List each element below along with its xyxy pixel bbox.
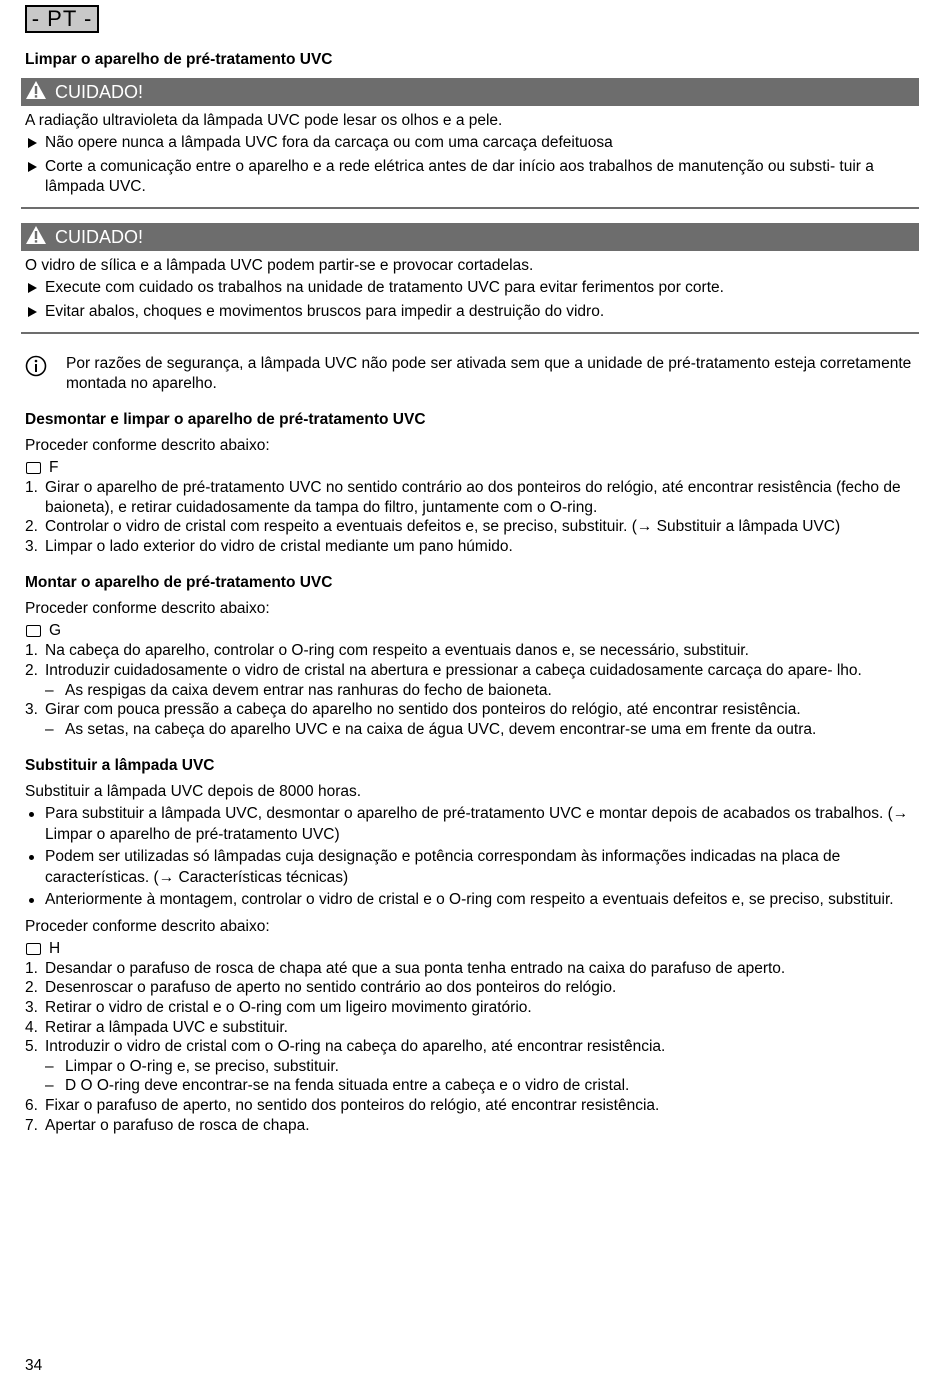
warning-label: CUIDADO! [55, 81, 144, 102]
warning-text: A radiação ultravioleta da lâmpada UVC pode lesar os olhos e a pele. [25, 112, 503, 129]
info-text: Por razões de segurança, a lâmpada UVC não pode ser ativada sem que a unidade de pré-tratamento esteja corretamente montada no aparelho. [66, 355, 912, 392]
warning-box-uv [21, 78, 919, 209]
sub-step: – D O O-ring deve encontrar-se na fenda situada entre a cabeça e o vidro de cristal. [45, 1076, 917, 1096]
section-title-assemble: Montar o aparelho de pré-tratamento UVC [25, 574, 333, 592]
step-item: 6. Fixar o parafuso de aperto, no sentido dos ponteiros do relógio, até encontrar resistência. [25, 1097, 660, 1114]
step-item: 1. Desandar o parafuso de rosca de chapa até que a sua ponta tenha entrado na caixa do parafuso de aperto. [25, 959, 786, 977]
info-icon [25, 354, 66, 394]
sub-step: – As setas, na cabeça do aparelho UVC e na caixa de água UVC, devem encontrar-se uma em frente da outra. [45, 720, 917, 740]
figure-box-icon [26, 625, 41, 637]
warning-item: Execute com cuidado os trabalhos na unidade de tratamento UVC para evitar ferimentos por corte. [25, 278, 919, 298]
step-item: 1. Na cabeça do aparelho, controlar o O-ring com respeito a eventuais danos e, se necessário, substituir. [25, 642, 749, 660]
section-title-replace: Substituir a lâmpada UVC [25, 757, 215, 775]
step-item: 3. Girar com pouca pressão a cabeça do aparelho no sentido dos ponteiros do relógio, até encontrar resistência. – As setas, na cabeça do aparelho UVC e na caixa de água UVC, devem encontrar-se uma em frente da outra. [25, 700, 917, 739]
step-item: 4. Retirar a lâmpada UVC e substituir. [25, 1018, 288, 1036]
figure-ref [25, 621, 917, 641]
steps-list [25, 959, 917, 1135]
step-item: 3. Retirar o vidro de cristal e o O-ring com um ligeiro movimento giratório. [25, 999, 532, 1017]
warning-header [21, 78, 919, 106]
page-content [25, 50, 917, 1135]
figure-box-icon [26, 462, 41, 474]
figure-ref [25, 939, 917, 959]
bullet-item: Para substituir a lâmpada UVC, desmontar o aparelho de pré-tratamento UVC e montar depois de acabados os trabalhos. (→ Limpar o aparelho de pré-tratamento UVC) [25, 804, 917, 845]
warning-item: Evitar abalos, choques e movimentos bruscos para impedir a destruição do vidro. [25, 302, 919, 322]
section-title-dismantle: Desmontar e limpar o aparelho de pré-tratamento UVC [25, 411, 426, 428]
sub-step: – As respigas da caixa devem entrar nas ranhuras do fecho de baioneta. [45, 681, 917, 701]
steps-list [25, 478, 917, 556]
warning-list [25, 278, 919, 322]
figure-label: F [49, 459, 59, 476]
bullet-list [25, 804, 917, 911]
step-item: 5. Introduzir o vidro de cristal com o O-ring na cabeça do aparelho, até encontrar resistência. – Limpar o O-ring e, se preciso, substituir. – D O O-ring deve encontrar-se na fenda situada entre a cabeça e o vidro de cristal. [25, 1037, 917, 1096]
replace-interval: Substituir a lâmpada UVC depois de 8000 horas. [25, 783, 362, 801]
procedure-intro: Proceder conforme descrito abaixo: [25, 600, 270, 618]
procedure-intro: Proceder conforme descrito abaixo: [25, 917, 270, 935]
step-item: 2. Controlar o vidro de cristal com respeito a eventuais defeitos e, se preciso, substituir. (→ Substituir a lâmpada UVC) [25, 518, 841, 536]
page-number: 34 [25, 1357, 43, 1374]
step-item: 3. Limpar o lado exterior do vidro de cristal mediante um pano húmido. [25, 537, 513, 555]
figure-label: G [49, 622, 62, 640]
sub-step: – Limpar o O-ring e, se preciso, substituir. [45, 1057, 917, 1077]
step-item: 1. Girar o aparelho de pré-tratamento UVC no sentido contrário ao dos ponteiros do relógio, até encontrar resistência (fecho de baioneta), e retirar cuidadosamente da tampa do filtro, juntamente com o O-ring. [25, 479, 901, 516]
step-item: 7. Apertar o parafuso de rosca de chapa. [25, 1116, 310, 1134]
step-item: 2. Desenroscar o parafuso de aperto no sentido contrário ao dos ponteiros do relógio. [25, 979, 617, 997]
warning-list [25, 133, 919, 197]
warning-box-glass [21, 223, 919, 334]
figure-label: H [49, 939, 61, 957]
warning-label: CUIDADO! [55, 226, 144, 247]
section-title-clean: Limpar o aparelho de pré-tratamento UVC [25, 51, 333, 68]
info-note [25, 354, 917, 394]
warning-header [21, 223, 919, 251]
figure-ref [25, 458, 917, 478]
warning-item: Corte a comunicação entre o aparelho e a rede elétrica antes de dar início aos trabalhos de manutenção ou substi- tuir a lâmpada UVC. [25, 157, 919, 197]
warning-triangle-icon [25, 80, 55, 105]
figure-box-icon [26, 943, 41, 955]
language-tab: - PT - [25, 5, 99, 33]
step-item: 2. Introduzir cuidadosamente o vidro de cristal na abertura e pressionar a cabeça cuidadosamente carcaça do apare- lho. – As respigas da caixa devem entrar nas ranhuras do fecho de baioneta. [25, 661, 917, 700]
bullet-item: Podem ser utilizadas só lâmpadas cuja designação e potência correspondam às informações indicadas na placa de características. (→ Características técnicas) [25, 847, 917, 888]
warning-text: O vidro de sílica e a lâmpada UVC podem partir-se e provocar cortadelas. [25, 257, 534, 274]
warning-triangle-icon [25, 225, 55, 250]
steps-list [25, 641, 917, 739]
warning-item: Não opere nunca a lâmpada UVC fora da carcaça ou com uma carcaça defeituosa [25, 133, 919, 153]
procedure-intro: Proceder conforme descrito abaixo: [25, 437, 270, 454]
bullet-item: Anteriormente à montagem, controlar o vidro de cristal e o O-ring com respeito a eventuais defeitos e, se preciso, substituir. [25, 890, 917, 911]
